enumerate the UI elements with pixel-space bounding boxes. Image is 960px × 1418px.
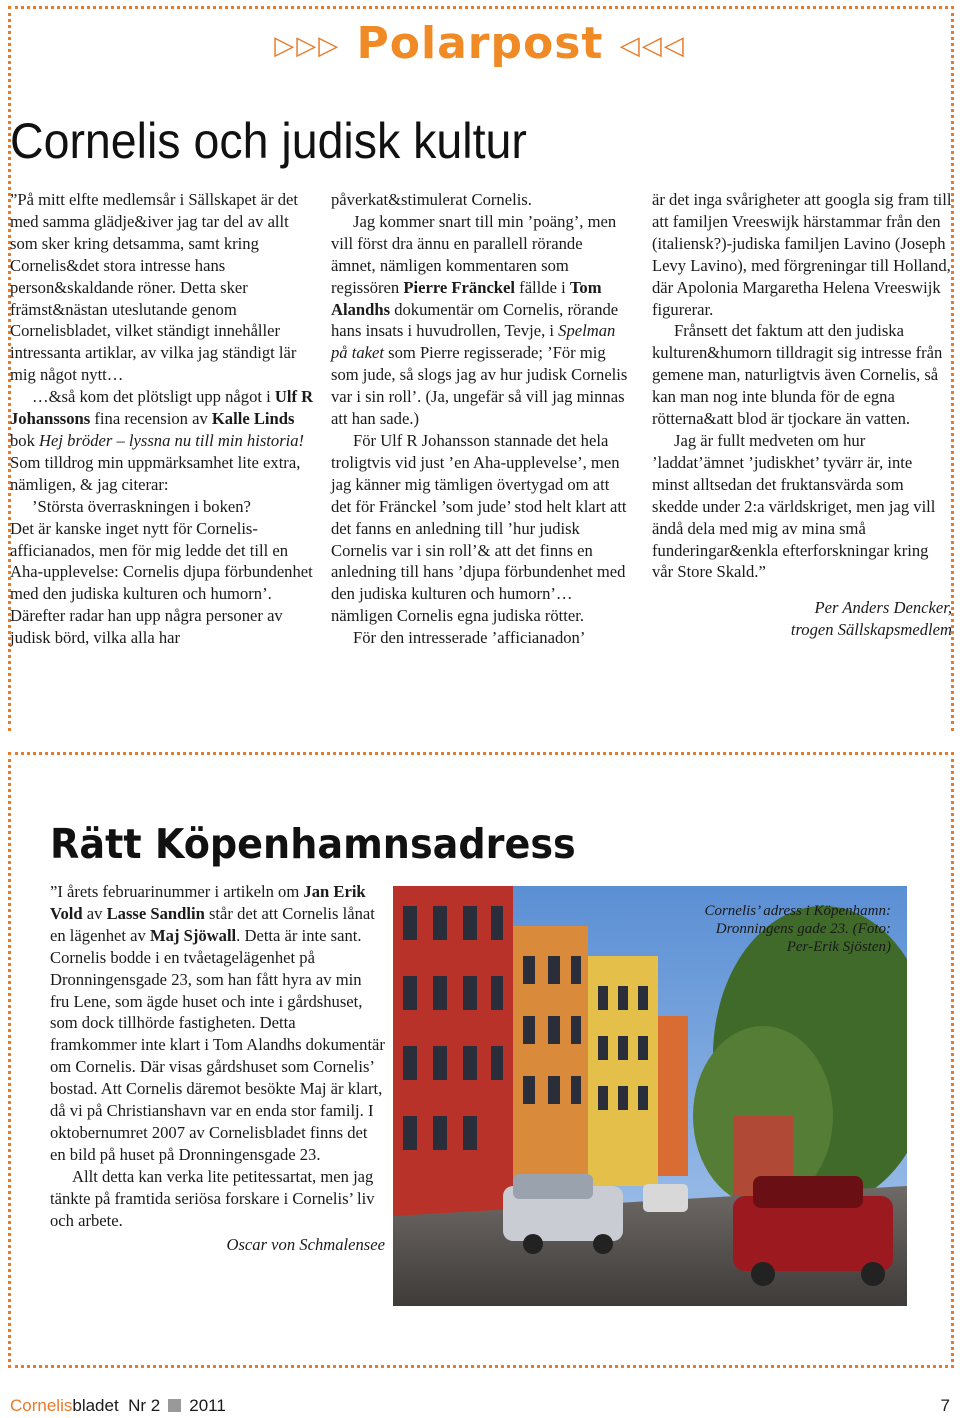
paragraph: För den intresserade ’afficianadon’ bbox=[353, 628, 586, 648]
author-signature: Per Anders Dencker, trogen Sällskapsmedlem bbox=[790, 598, 952, 640]
footer-brand-part1: Cornelis bbox=[10, 1396, 73, 1415]
article-column-2 bbox=[331, 189, 631, 649]
article-column-1 bbox=[10, 189, 315, 649]
triangles-left-icon: ▷▷▷ bbox=[274, 31, 341, 61]
triangles-right-icon: ◁◁◁ bbox=[619, 31, 686, 61]
paragraph: är det inga svårigheter att googla sig fram till att familjen Vreeswijk härstammar från den (italiensk?)-judiska familjen Lavino (Joseph Levy Lavino), med förgreningar till Holland, där Apolonia Margaretha Helena Vreeswijk figurerar. bbox=[652, 190, 952, 319]
paragraph: Jag är fullt medveten om hur ’laddat’ämnet ’judiskhet’ tyvärr är, inte minst alltsedan det fruktansvärda som skedde under 2:a världskriget, men jag vill ändå dela med mig av mina små funderingar&enkla efterforskningar kring vår Store Skald.” bbox=[652, 430, 936, 582]
paragraph: ’Största överraskningen i boken? bbox=[32, 496, 251, 516]
article2-column bbox=[50, 881, 385, 1255]
page-number: 7 bbox=[940, 1396, 950, 1415]
section-title: Polarpost bbox=[356, 18, 604, 69]
paragraph: Det är kanske inget nytt för Cornelis-afficianados, men för mig ledde det till en Aha-upplevelse: Cornelis djupa förbundenhet med den judiska kulturen och humorn’. Därefter radar han upp några personer av judisk börd, vilka alla har bbox=[10, 518, 313, 648]
paragraph: Allt detta kan verka lite petitessartat, men jag tänkte på framtida seriösa forskare i Cornelis’ liv och arbete. bbox=[50, 1166, 375, 1230]
paragraph: Frånsett det faktum att den judiska kulturen&humorn tilldragit sig intresse från gemene man, naturligtvis även Cornelis, så kan man nog inte blunda för de egna rötterna&att blod är tjockare än vatten. bbox=[652, 321, 943, 429]
paragraph: För Ulf R Johansson stannade det hela troligtvis vid just ’en Aha-upplevelse’, men jag känner mig tämligen övertygad om att det för Fränckel ’som jude’ stod helt klart att det fanns en anledning till ’hur judisk Cornelis var i sin roll’& att det finns en anledning till hans ’djupa förbundenhet med den judiska kulturen och humorn’…nämligen Cornelis egna judiska rötter. bbox=[331, 430, 627, 626]
article-title: Cornelis och judisk kultur bbox=[10, 113, 527, 169]
paragraph: Jag kommer snart till min ’poäng’, men vill först dra ännu en parallell rörande ämnet, nämligen kommentaren som regissören Pierre Fränckel fällde i Tom Alandhs dokumentär om Cornelis, rörande hans insats i huvudrollen, Tevje, i Spelman på taket som Pierre regisserade; ’För mig som jude, så slogs jag av hur judisk Cornelis var i sin roll’. (Ja, ungefär så vill jag minnas att han sade.) bbox=[331, 211, 628, 429]
paragraph: ”På mitt elfte medlemsår i Sällskapet är det med samma glädje&iver jag tar del av allt som sker kring detsamma, samt kring Cornelis&det stora intresse hans person&skaldande röner. Detta sker främst&nästan uteslutande genom Cornelisbladet, vilket ständigt innehåller intressanta artiklar, av vilka jag ständigt lär mig något nytt… bbox=[10, 190, 298, 385]
photo-caption: Cornelis’ adress i Köpenhamn: Dronningens gade 23. (Foto: Per-Erik Sjösten) bbox=[704, 903, 891, 955]
article2-title: Rätt Köpenhamnsadress bbox=[50, 820, 576, 868]
author-signature: Oscar von Schmalensee bbox=[226, 1234, 385, 1254]
section-masthead bbox=[0, 18, 960, 69]
article-column-3 bbox=[652, 189, 952, 641]
issue-year: 2011 bbox=[189, 1396, 226, 1415]
street-photo bbox=[393, 886, 907, 1306]
footer-brand-part2: bladet bbox=[72, 1396, 119, 1415]
issue-number: Nr 2 bbox=[128, 1396, 161, 1415]
paragraph: …&så kom det plötsligt upp något i Ulf R Johanssons fina recension av Kalle Linds bok Hej bröder – lyssna nu till min historia! Som tilldrog min uppmärksamhet lite extra, nämligen, & jag citerar: bbox=[10, 387, 314, 494]
paragraph: ”I årets februarinummer i artikeln om Jan Erik Vold av Lasse Sandlin står det att Cornelis lånat en lägenhet av Maj Sjöwall. Detta är inte sant. Cornelis bodde i en tvåetagelägenhet på Dronningensgade 23, som han fått hyra av min fru Lene, som ägde huset och inte i gårdshuset, som dock tillhörde fastigheten. Detta framkommer inte klart i Tom Alandhs dokumentär om Cornelis. Där visas gårdshuset som Cornelis’ bostad. Att Cornelis däremot besökte Maj är klart, då vi på Christianshavn var en enda stor familj. I oktobernumret 2007 av Cornelisbladet finns det en bild på huset på Dronningensgade 23. bbox=[50, 882, 385, 1164]
page-footer bbox=[10, 1396, 950, 1416]
paragraph: påverkat&stimulerat Cornelis. bbox=[331, 190, 532, 209]
square-divider-icon bbox=[168, 1399, 181, 1412]
